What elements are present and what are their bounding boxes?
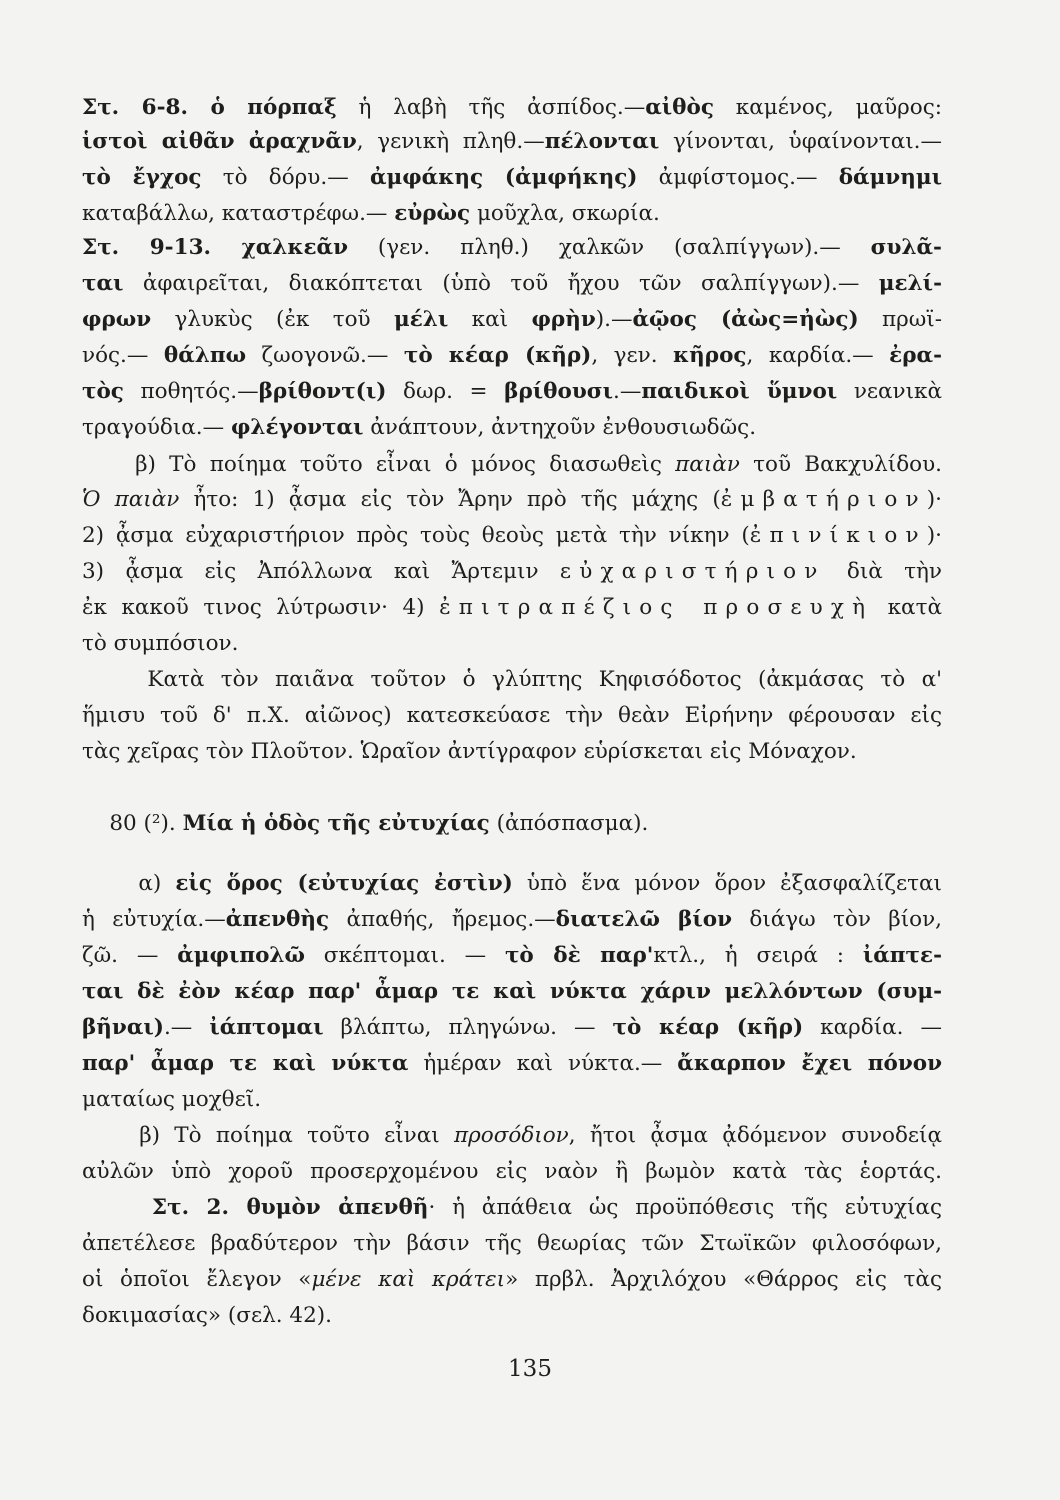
text-line bbox=[82, 700, 942, 732]
bold-term: φρων bbox=[82, 307, 152, 332]
bold-term: ἀπενθὴς bbox=[225, 907, 330, 932]
text-run: δοκιμασίας» (σελ. 42). bbox=[82, 1303, 332, 1328]
text-line bbox=[82, 198, 942, 230]
bold-term: ἀμφιπολῶ bbox=[177, 943, 305, 968]
spaced-term: ἐμβατήριον bbox=[720, 487, 927, 512]
bold-term: συλᾶ- bbox=[870, 235, 942, 260]
bold-term: ἰάπτε- bbox=[862, 943, 942, 968]
bold-term: τὸ κέαρ (κῆρ) bbox=[403, 343, 592, 368]
text-line bbox=[82, 868, 942, 900]
bold-term: ἐρα- bbox=[889, 343, 942, 368]
bold-term: Στ. 6-8. ὁ πόρπαξ bbox=[82, 95, 337, 120]
text-run: · ἡ ἀπάθεια ὡς προϋπόθεσις τῆς εὐτυχίας bbox=[428, 1195, 942, 1220]
bold-term: τὸ κέαρ (κῆρ) bbox=[612, 1015, 804, 1040]
text-line bbox=[82, 520, 942, 552]
text-run: νεανικὰ bbox=[837, 379, 942, 404]
bold-term: θάλπω bbox=[163, 343, 247, 368]
text-run: νός.— bbox=[82, 343, 164, 368]
text-line bbox=[82, 412, 942, 444]
text-line bbox=[82, 556, 942, 588]
italic-term: μένε καὶ κράτει bbox=[311, 1267, 506, 1292]
bold-term: φρὴν bbox=[531, 307, 596, 332]
text-line bbox=[82, 304, 942, 336]
text-run: 2) ᾆσμα εὐχαριστήριον πρὸς τοὺς θεοὺς μετὰ τὴν νίκην ( bbox=[82, 523, 750, 548]
bold-term: παρ' ἆμαρ τε καὶ νύκτα bbox=[82, 1051, 409, 1076]
text-run: ἡμέραν καὶ νύκτα.— bbox=[408, 1051, 678, 1076]
text-run: δωρ. = bbox=[386, 379, 505, 404]
bold-term: μέλι bbox=[394, 307, 449, 332]
text-line bbox=[82, 1120, 942, 1152]
text-run: τοῦ Βακχυλίδου. bbox=[739, 452, 943, 477]
italic-term: προσόδιον bbox=[454, 1123, 569, 1148]
text-run: ἐκ κακοῦ τινος λύτρωσιν· 4) bbox=[82, 595, 440, 620]
bold-term: ται δὲ ἐὸν κέαρ παρ' ἆμαρ τε καὶ νύκτα χάριν μελλόντων (συμ- bbox=[82, 979, 942, 1004]
text-run: ἥμισυ τοῦ δ' π.Χ. αἰῶνος) κατεσκεύασε τὴν θεὰν Εἰρήνην φέρουσαν εἰς bbox=[82, 703, 942, 728]
spaced-term: ἐπιτραπέζιος προσευχὴ bbox=[439, 595, 874, 620]
text-run: καμένος, μαῦρος: bbox=[713, 95, 943, 120]
bold-term: διατελῶ βίον bbox=[555, 907, 732, 932]
page-number: 135 bbox=[508, 1356, 552, 1382]
text-line bbox=[82, 1084, 942, 1116]
text-line bbox=[82, 1192, 942, 1224]
bold-term: βῆναι) bbox=[82, 1015, 164, 1040]
text-line bbox=[82, 449, 942, 481]
bold-term: παιδικοὶ ὕμνοι bbox=[641, 379, 838, 404]
text-run: (γεν. πληθ.) χαλκῶν (σαλπίγγων).— bbox=[347, 235, 871, 260]
text-run: μοῦχλα, σκωρία. bbox=[470, 201, 660, 226]
text-run: β) Τὸ ποίημα τοῦτο εἶναι ὁ μόνος διασωθεὶς bbox=[82, 452, 676, 477]
text-run: ζῶ. — bbox=[82, 943, 178, 968]
bold-term: δάμνημι bbox=[838, 165, 942, 190]
text-line bbox=[82, 940, 942, 972]
italic-term: Ὁ παιὰν bbox=[82, 487, 180, 512]
text-line bbox=[82, 664, 942, 696]
text-line bbox=[82, 126, 942, 158]
text-run: γλυκὺς (ἐκ τοῦ bbox=[151, 307, 394, 332]
text-run: ἦτο: 1) ᾆσμα εἰς τὸν Ἄρην πρὸ τῆς μάχης ( bbox=[179, 487, 721, 512]
text-run: ἡ εὐτυχία.— bbox=[82, 907, 226, 932]
text-line bbox=[82, 1300, 942, 1332]
text-run: τὸ συμπόσιον. bbox=[82, 631, 239, 656]
text-run: τὰς χεῖρας τὸν Πλοῦτον. Ὡραῖον ἀντίγραφον εὑρίσκεται εἰς Μόναχον. bbox=[82, 739, 857, 764]
text-line bbox=[82, 592, 942, 624]
text-run: ἀμφίστομος.— bbox=[637, 165, 839, 190]
text-line bbox=[82, 808, 942, 840]
text-run: , γενικὴ πληθ.— bbox=[356, 129, 545, 154]
text-run: .— bbox=[613, 379, 642, 404]
spaced-term: ἐπινίκιον bbox=[749, 523, 927, 548]
text-run: πρωϊ- bbox=[858, 307, 942, 332]
text-run: )· bbox=[926, 523, 942, 548]
bold-term: μελί- bbox=[878, 271, 942, 296]
text-line bbox=[82, 1264, 942, 1296]
text-run: ὑπὸ ἕνα μόνον ὅρον ἐξασφαλίζεται bbox=[512, 871, 942, 896]
bold-term: αἰθὸς bbox=[645, 95, 714, 120]
text-run: ἀπαθής, ἤρεμος.— bbox=[329, 907, 556, 932]
text-run: καὶ bbox=[448, 307, 532, 332]
text-run: ζωογονῶ.— bbox=[246, 343, 404, 368]
bold-term: βρίθουσι bbox=[504, 379, 614, 404]
text-line bbox=[82, 484, 942, 516]
bold-term: ἀμφάκης (ἀμφήκης) bbox=[369, 165, 638, 190]
text-line bbox=[82, 1012, 942, 1044]
text-run: αὐλῶν ὑπὸ χοροῦ προσερχομένου εἰς ναὸν ἢ βωμὸν κατὰ τὰς ἑορτάς. bbox=[82, 1159, 942, 1184]
text-run: καρδία. — bbox=[803, 1015, 942, 1040]
bold-term: Στ. 9-13. χαλκεᾶν bbox=[82, 235, 348, 260]
bold-term: ἀῷος (ἀὼς=ἠὼς) bbox=[632, 307, 859, 332]
text-run: καταβάλλω, καταστρέφω.— bbox=[82, 201, 395, 226]
bold-term: ται bbox=[82, 271, 124, 296]
text-run: )· bbox=[926, 487, 942, 512]
text-line bbox=[82, 376, 942, 408]
text-run: σκέπτομαι. — bbox=[304, 943, 505, 968]
text-line bbox=[82, 1156, 942, 1188]
text-line bbox=[82, 976, 942, 1008]
text-line bbox=[82, 904, 942, 936]
text-run: διάγω τὸν βίον, bbox=[732, 907, 943, 932]
text-run: ἀφαιρεῖται, διακόπτεται (ὑπὸ τοῦ ἤχου τῶν σαλπίγγων).— bbox=[123, 271, 879, 296]
text-run: ἡ λαβὴ τῆς ἀσπίδος.— bbox=[336, 95, 646, 120]
bold-term: Μία ἡ ὁδὸς τῆς εὐτυχίας bbox=[182, 811, 490, 836]
text-run: ἀνάπτουν, ἀντηχοῦν ἐνθουσιωδῶς. bbox=[363, 415, 757, 440]
text-run: διὰ τὴν bbox=[825, 559, 942, 584]
text-run: Κατὰ τὸν παιᾶνα τοῦτον ὁ γλύπτης Κηφισόδοτος (ἀκμάσας τὸ α' bbox=[82, 667, 942, 692]
text-run: ἀπετέλεσε βραδύτερον τὴν βάσιν τῆς θεωρίας τῶν Στωϊκῶν φιλοσόφων, bbox=[82, 1231, 942, 1256]
text-run: .— bbox=[163, 1015, 210, 1040]
italic-term: παιὰν bbox=[675, 452, 740, 477]
bold-term: ἰάπτομαι bbox=[209, 1015, 324, 1040]
text-run: 3) ᾆσμα εἰς Ἀπόλλωνα καὶ Ἄρτεμιν bbox=[82, 559, 560, 584]
text-line bbox=[82, 1048, 942, 1080]
bold-term: βρίθοντ(ι) bbox=[258, 379, 387, 404]
text-run: 80 (²). bbox=[82, 811, 183, 836]
text-line bbox=[82, 268, 942, 300]
text-run: , ἤτοι ᾆσμα ᾀδόμενον συνοδείᾳ bbox=[568, 1123, 942, 1148]
bold-term: τὸ ἔγχος bbox=[82, 165, 202, 190]
text-line bbox=[82, 628, 942, 660]
text-run: , γεν. bbox=[591, 343, 674, 368]
text-line bbox=[82, 232, 942, 264]
text-run: βλάπτω, πληγώνω. — bbox=[323, 1015, 613, 1040]
text-run: , καρδία.— bbox=[746, 343, 890, 368]
bold-term: ἄκαρπον ἔχει πόνον bbox=[677, 1051, 943, 1076]
bold-term: εἰς ὅρος (εὐτυχίας ἐστὶν) bbox=[175, 871, 513, 896]
text-run: ματαίως μοχθεῖ. bbox=[82, 1087, 262, 1112]
spaced-term: εὐχαριστήριον bbox=[559, 559, 826, 584]
text-run: ).— bbox=[595, 307, 633, 332]
text-run: οἱ ὁποῖοι ἔλεγον « bbox=[82, 1267, 312, 1292]
text-run: κτλ., ἡ σειρά : bbox=[653, 943, 863, 968]
text-run: ποθητός.— bbox=[123, 379, 259, 404]
text-run: τὸ δόρυ.— bbox=[201, 165, 370, 190]
bold-term: κῆρος bbox=[673, 343, 747, 368]
bold-term: ἱστοὶ αἰθᾶν ἀραχνᾶν bbox=[82, 129, 357, 154]
bold-term: πέλονται bbox=[544, 129, 660, 154]
bold-term: τὸ δὲ παρ' bbox=[504, 943, 654, 968]
text-line bbox=[82, 92, 942, 124]
bold-term: τὸς bbox=[82, 379, 124, 404]
bold-term: εὐρὼς bbox=[394, 201, 471, 226]
text-run: κατὰ bbox=[873, 595, 942, 620]
text-run: β) Τὸ ποίημα τοῦτο εἶναι bbox=[82, 1123, 454, 1148]
bold-term: φλέγονται bbox=[230, 415, 364, 440]
text-line bbox=[82, 1228, 942, 1260]
text-run: (ἀπόσπασμα). bbox=[489, 811, 649, 836]
text-run: α) bbox=[82, 871, 176, 896]
text-line bbox=[82, 736, 942, 768]
text-run: » πρβλ. Ἀρχιλόχου «Θάρρος εἰς τὰς bbox=[505, 1267, 942, 1292]
bold-term: Στ. 2. θυμὸν ἀπενθῆ bbox=[82, 1195, 429, 1220]
text-run: τραγούδια.— bbox=[82, 415, 231, 440]
text-line bbox=[82, 162, 942, 194]
text-line bbox=[82, 340, 942, 372]
text-run: γίνονται, ὑφαίνονται.— bbox=[659, 129, 942, 154]
